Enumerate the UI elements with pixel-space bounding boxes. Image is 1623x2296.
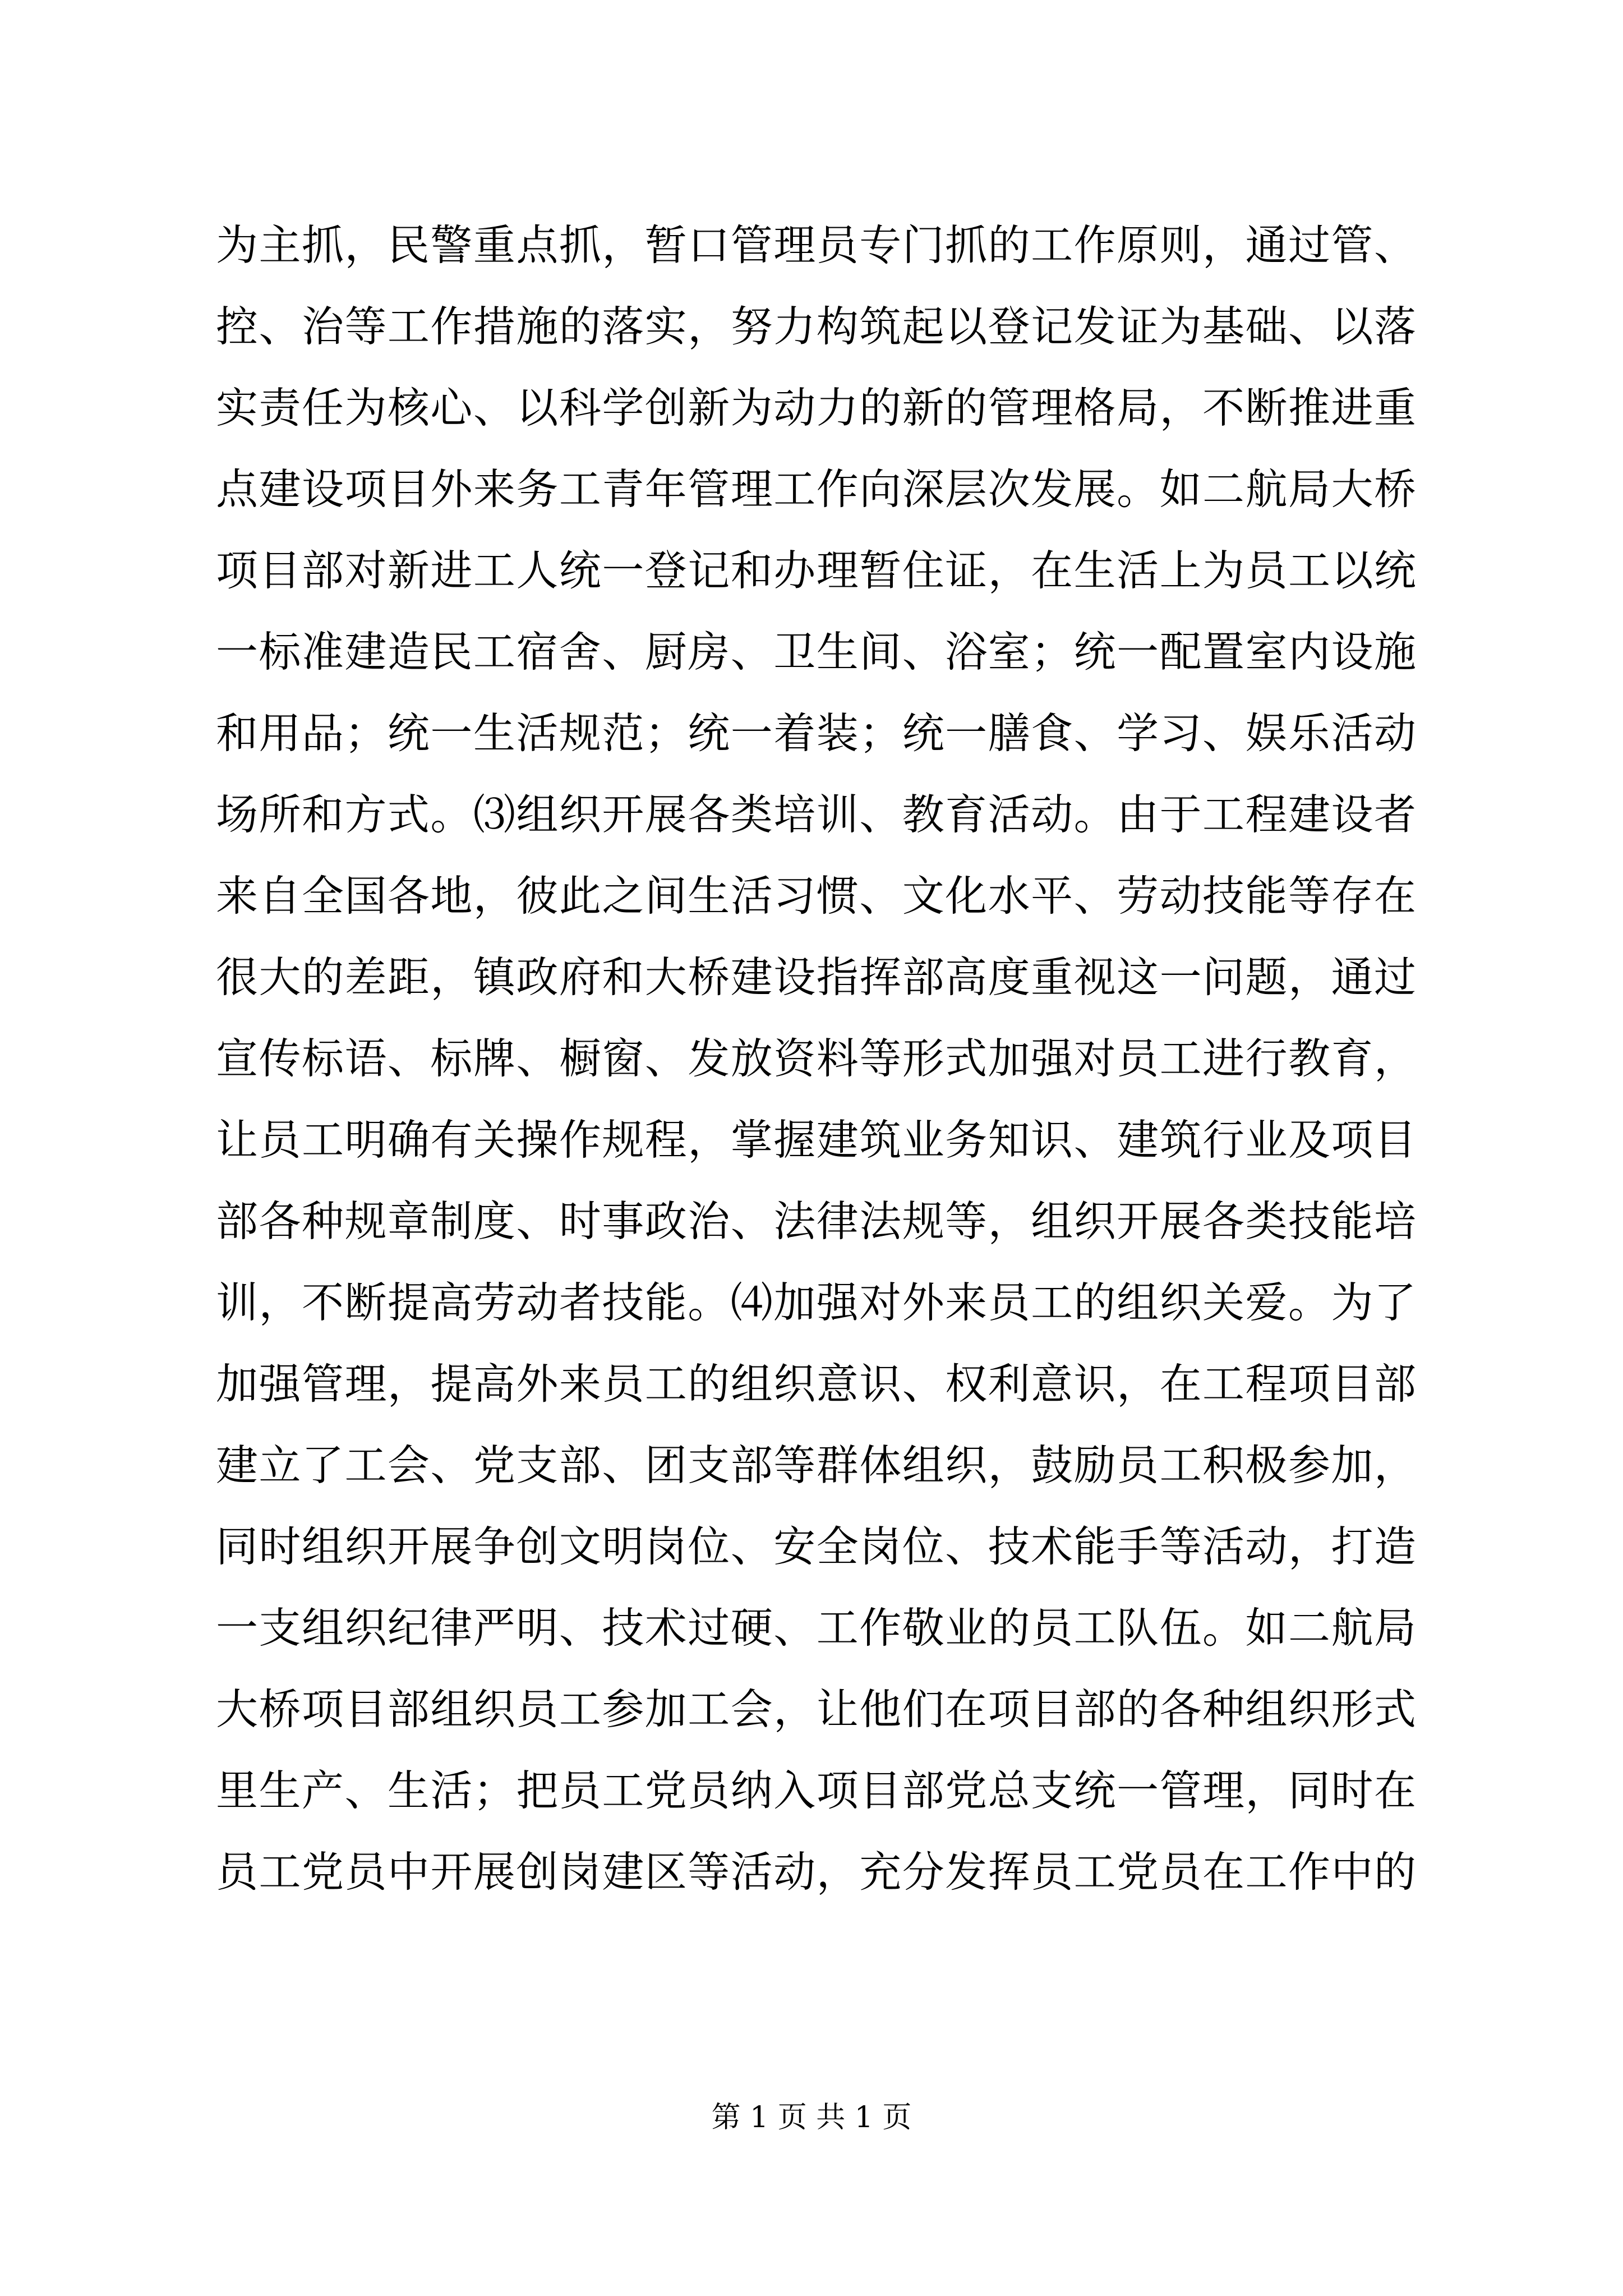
text-line: 为主抓，民警重点抓，暂口管理员专门抓的工作原则，通过管、	[216, 220, 1416, 270]
text-line: 宣传标语、标牌、橱窗、发放资料等形式加强对员工进行教育，	[216, 1034, 1416, 1083]
text-line: 实责任为核心、以科学创新为动力的新的管理格局，不断推进重	[216, 383, 1416, 432]
text-line: 部各种规章制度、时事政治、法律法规等，组织开展各类技能培	[216, 1197, 1416, 1246]
text-line: 很大的差距，镇政府和大桥建设指挥部高度重视这一问题，通过	[216, 953, 1416, 1002]
page-footer: 第 1 页 共 1 页	[711, 2101, 912, 2134]
text-line: 和用品；统一生活规范；统一着装；统一膳食、学习、娱乐活动	[216, 708, 1416, 758]
text-line: 建立了工会、党支部、团支部等群体组织，鼓励员工积极参加，	[216, 1441, 1416, 1490]
text-line: 让员工明确有关操作规程，掌握建筑业务知识、建筑行业及项目	[216, 1115, 1416, 1165]
text-line: 员工党员中开展创岗建区等活动，充分发挥员工党员在工作中的	[216, 1847, 1416, 1897]
text-line: 同时组织开展争创文明岗位、安全岗位、技术能手等活动，打造	[216, 1522, 1416, 1571]
text-line: 一标准建造民工宿舍、厨房、卫生间、浴室；统一配置室内设施	[216, 627, 1416, 677]
text-line: 一支组织纪律严明、技术过硬、工作敬业的员工队伍。如二航局	[216, 1603, 1416, 1653]
text-line: 大桥项目部组织员工参加工会，让他们在项目部的各种组织形式	[216, 1685, 1416, 1734]
text-line: 场所和方式。⑶组织开展各类培训、教育活动。由于工程建设者	[216, 790, 1416, 839]
text-line: 点建设项目外来务工青年管理工作向深层次发展。如二航局大桥	[216, 464, 1416, 514]
text-line: 训，不断提高劳动者技能。⑷加强对外来员工的组织关爱。为了	[216, 1278, 1416, 1327]
text-line: 控、治等工作措施的落实，努力构筑起以登记发证为基础、以落	[216, 302, 1416, 351]
text-line: 里生产、生活；把员工党员纳入项目部党总支统一管理，同时在	[216, 1766, 1416, 1815]
body-text	[216, 205, 1416, 1913]
text-line: 加强管理，提高外来员工的组织意识、权利意识，在工程项目部	[216, 1359, 1416, 1409]
text-line: 来自全国各地，彼此之间生活习惯、文化水平、劳动技能等存在	[216, 871, 1416, 921]
text-line: 项目部对新进工人统一登记和办理暂住证，在生活上为员工以统	[216, 546, 1416, 595]
